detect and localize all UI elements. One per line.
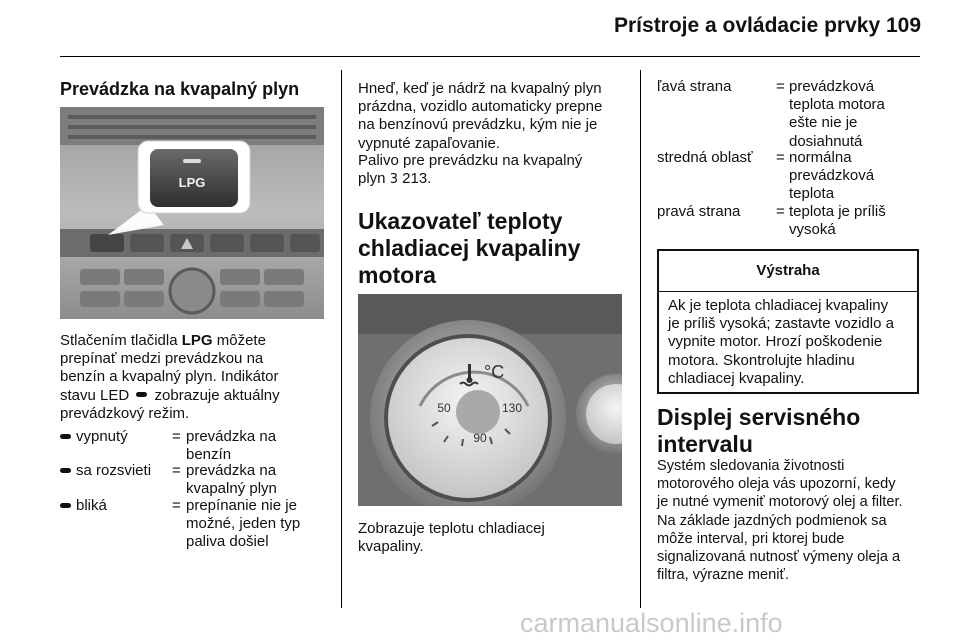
- page-number: 109: [886, 14, 922, 37]
- page-reference-arrow-icon: 3: [389, 172, 398, 188]
- led-dash-icon: [60, 468, 71, 473]
- lpg-button-illustration: [60, 107, 324, 319]
- service-interval-body: Systém sledovania životnosti motorového oleja vás upozorní, kedy je nutné vymeniť motorový olej a filter. Na základe jazdných podmienok sa môže interval, pri ktorej bude signalizovaná nutnosť výmeny oleja a filtra, výrazne meniť.: [657, 458, 903, 584]
- lpg-bold-term: LPG: [181, 332, 213, 349]
- section-heading-service-interval: Displej servisného intervalu: [657, 404, 861, 457]
- column-divider-left: [341, 70, 342, 608]
- lpg-button-label: LPG: [178, 175, 206, 190]
- temperature-range-row: pravá strana = teplota je príliš vysoká: [657, 203, 886, 239]
- coolant-gauge-caption: Zobrazuje teplotu chladiacej kvapaliny.: [358, 520, 545, 556]
- gauge-tick-mid: 90: [473, 431, 487, 445]
- warning-text: Ak je teplota chladiacej kvapaliny je príliš vysoká; zastavte vozidlo a vypnite motor. Hrozí poškodenie motora. Skontrolujte hladinu chladiacej kvapaliny.: [668, 297, 894, 387]
- header-divider: [60, 56, 920, 57]
- gauge-tick-high: 130: [501, 401, 523, 415]
- led-state-row: bliká = prepínanie nie je možné, jeden typ paliva došiel: [60, 497, 338, 553]
- led-dash-icon: [136, 392, 147, 397]
- led-dash-icon: [60, 503, 71, 508]
- led-state-row: sa rozsvieti = prevádzka na kvapalný plyn: [60, 462, 338, 500]
- warning-title: Výstraha: [756, 262, 820, 279]
- coolant-gauge-image: [358, 294, 622, 506]
- gauge-unit-label: °C: [484, 362, 505, 382]
- temperature-range-row: ľavá strana = prevádzková teplota motora ešte nie je dosiahnutá: [657, 78, 885, 150]
- led-indicator-icon: [183, 159, 201, 163]
- running-header-title: Prístroje a ovládacie prvky: [614, 14, 881, 37]
- coolant-gauge-illustration: [358, 294, 622, 506]
- section-heading-coolant-gauge: Ukazovateľ teploty chladiacej kvapaliny motora: [358, 208, 581, 288]
- column-divider-right: [640, 70, 641, 608]
- rotary-knob: [170, 269, 214, 313]
- lpg-body-text: Stlačením tlačidla LPG môžete prepínať medzi prevádzkou na benzín a kvapalný plyn. Indikátor stavu LED zobrazuje aktuálny prevádzkový režim.: [60, 332, 280, 422]
- temperature-range-row: stredná oblasť = normálna prevádzková teplota: [657, 149, 875, 203]
- watermark: carmanualsonline.info: [520, 608, 783, 638]
- gauge-tick-low: 50: [437, 401, 451, 415]
- led-dash-icon: [60, 434, 71, 439]
- lpg-auto-switch-text: Hneď, keď je nádrž na kvapalný plyn prázdna, vozidlo automaticky prepne na benzínovú prevádzku, kým nie je vypnuté zapaľovanie.: [358, 80, 603, 152]
- led-state-row: vypnutý = prevádzka na benzín: [60, 428, 338, 466]
- section-heading-lpg: Prevádzka na kvapalný plyn: [60, 79, 300, 99]
- lpg-fuel-reference: Palivo pre prevádzku na kvapalný plyn 3 213.: [358, 152, 583, 188]
- lpg-console-image: [60, 107, 324, 319]
- warning-box: [657, 249, 919, 394]
- lpg-small-button: [90, 234, 124, 252]
